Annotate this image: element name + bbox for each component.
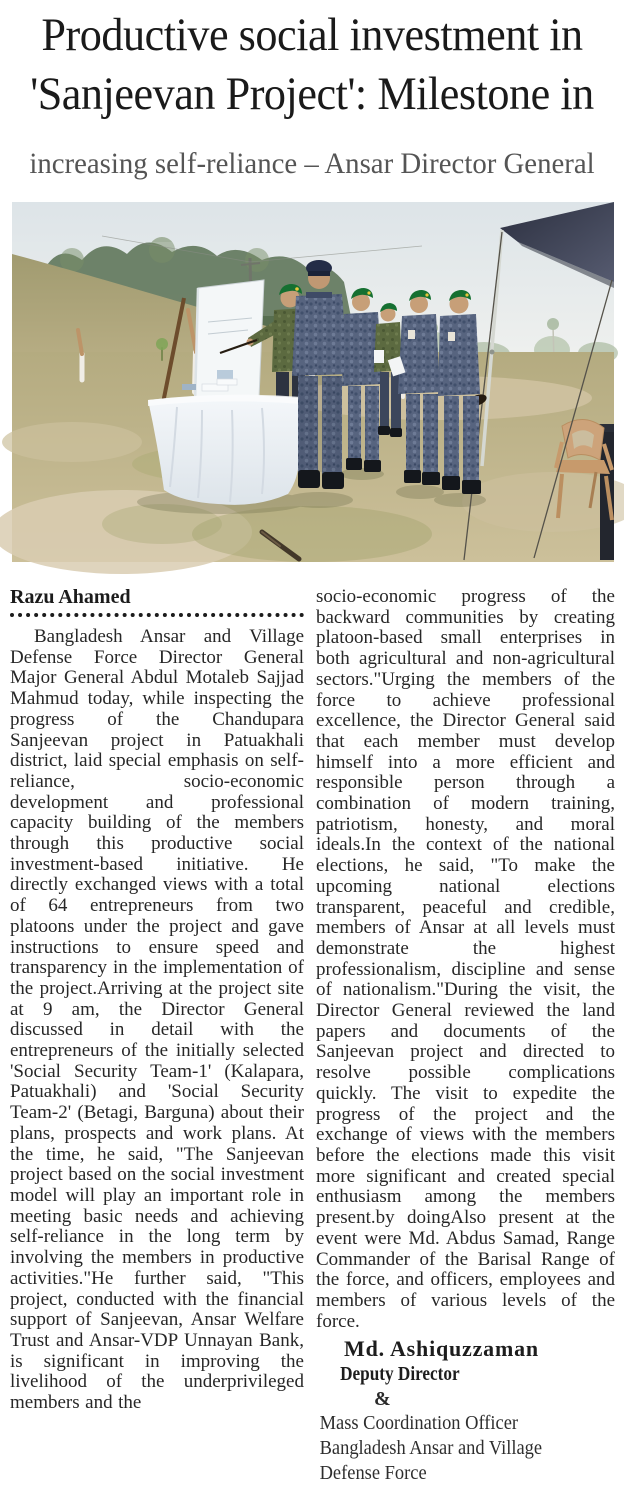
byline-dotted-rule xyxy=(10,611,304,617)
headline-block xyxy=(0,6,624,182)
signature-block xyxy=(316,1335,615,1486)
signature-ampersand: & xyxy=(374,1388,391,1411)
signature-name: Md. Ashiquzzaman xyxy=(344,1336,539,1362)
byline: Razu Ahamed xyxy=(10,586,131,608)
article-paragraph-right: socio-economic progress of the backward communities by creating platoon-based small enterprises in both agricultural and non-agricultural sectors."Urging the members of the force to achieve professional excellence, the Director General said that each member must develop himself into a more efficient and responsible person through a combination of modern training, patriotism, honesty, and moral ideals.In the context of the national elections, he said, "To make the upcoming national elections transparent, peaceful and credible, members of Ansar at all levels must demonstrate the highest professionalism, discipline and sense of nationalism."During the visit, the Director General reviewed the land papers and documents of the Sanjeevan project and directed to resolve possible complications quickly. The visit to expedite the progress of the project and the exchange of views with the members before the elections made this visit more significant and created special enthusiasm among the members present.by doingAlso present at the event were Md. Abdus Samad, Range Commander of the Barisal Range of the force, and officers, employees and members of various levels of the force. xyxy=(316,586,615,1332)
article-column-right xyxy=(316,585,615,1486)
white-cloth-table xyxy=(148,379,302,505)
article-column-left xyxy=(10,585,304,1414)
headline-line1: Productive social investment in xyxy=(41,9,583,61)
headline-line2: 'Sanjeevan Project': Milestone in xyxy=(30,68,594,120)
article-paragraph-left: Bangladesh Ansar and Village Defense Force Director General Major General Abdul Motaleb Sajjad Mahmud today, while inspecting the progress of the Chandupara Sanjeevan project in Patuakhali district, laid special emphasis on self-reliance, socio-economic development and professional capacity building of the members through this productive social investment-based initiative. He directly exchanged views with a total of 64 entrepreneurs from two platoons under the project and gave instructions to ensure speed and transparency in the implementation of the project.Arriving at the project site at 9 am, the Director General discussed in detail with the entrepreneurs of the initially selected 'Social Security Team-1' (Kalapara, Patuakhali) and 'Social Security Team-2' (Betagi, Barguna) about their plans, prospects and work plans. At the time, he said, "The Sanjeevan project based on the social investment model will play an important role in meeting basic needs and achieving self-reliance in the long term by involving the members in productive activities."He further said, "This project, conducted with the financial support of Sanjeevan, Ansar Welfare Trust and Ansar-VDP Unnayan Bank, is significant in improving the livelihood of the underprivileged members and the xyxy=(10,626,304,1414)
subheadline: increasing self-reliance – Ansar Director General xyxy=(29,147,595,180)
signature-organization: Mass Coordination Officer Bangladesh Ansar and Village Defense Force xyxy=(319,1412,543,1485)
signature-title: Deputy Director xyxy=(340,1363,460,1386)
article-photo-illustration xyxy=(12,202,614,562)
article-photo xyxy=(12,202,614,562)
